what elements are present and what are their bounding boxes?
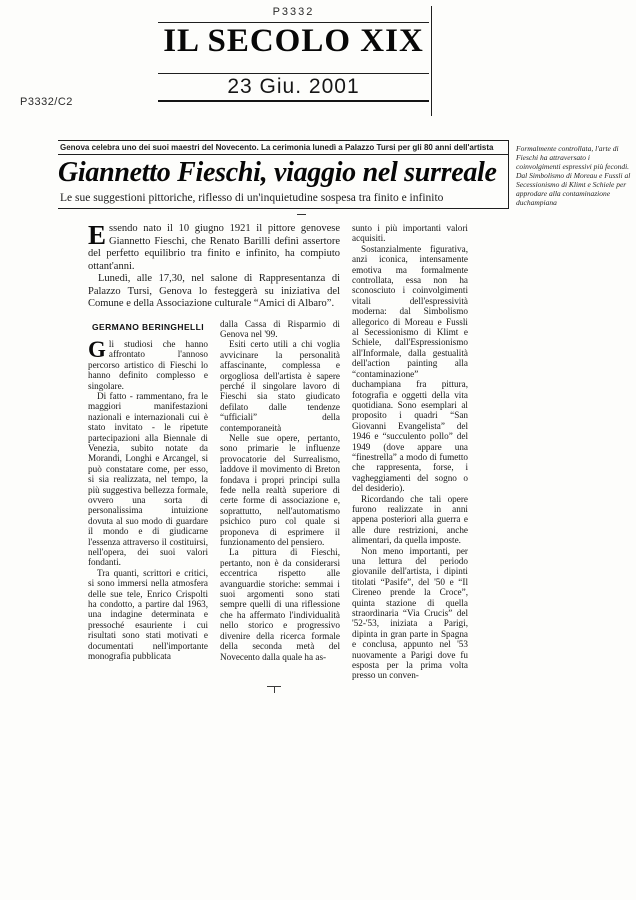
col1-paragraph-1 <box>88 336 208 391</box>
press-code-left: P3332/C2 <box>20 96 73 108</box>
article-header <box>58 140 634 209</box>
col2-paragraph-4: La pittura di Fieschi, pertanto, non è da considerarsi eccentrica rispetto alle avanguardie storiche: semmai i suoi argomenti sono stati sempre quelli di una riflessione che ha affermato l'individualità nello storico e progressivo divenire della ricerca formale della seconda metà del Novecento dalla quale ha as- <box>220 547 340 662</box>
subhead: Le sue suggestioni pittoriche, riflesso di un'inquietudine sospesa tra finito e infinito <box>60 192 444 204</box>
col3-paragraph-1: sunto i più importanti valori acquisiti. <box>352 223 468 244</box>
fold-mark <box>267 686 281 694</box>
sidebar-note-box <box>508 140 634 209</box>
lead-paragraph-2: Lunedì, alle 17,30, nel salone di Rappresentanza di Palazzo Tursi, Genova lo festeggerà su iniziativa del Comune e della Associazione culturale “Amici di Albaro”. <box>88 273 340 309</box>
article-header-main <box>58 140 508 209</box>
col3-paragraph-4: Non meno importanti, per una lettura del periodo giovanile dell'artista, i dipinti titolati “Pasife”, del '50 e “Il Cireneo prende la Croce”, quinta stazione di quella straordinaria “Via Crucis” del '52-'53, iniziata a Parigi, dipinta in gran parte in Spagna e conclusa, appunto nel '53 nuovamente a Parigi dove fu esposta per la prima volta presso un conven- <box>352 545 468 681</box>
col1-paragraph-1-text: li studiosi che hanno affrontato l'annoso percorso artistico di Fieschi lo hanno definito complesso e singolare. <box>88 338 208 391</box>
dropcap-E: E <box>88 220 107 250</box>
headline: Giannetto Fieschi, viaggio nel surreale <box>58 157 497 188</box>
col3-paragraph-3: Ricordando che tali opere furono realizzate in anni appena posteriori alla guerra e alle dure restrizioni, anche alimentari, da quella imposte. <box>352 493 468 546</box>
lead-paragraph-1 <box>88 220 340 273</box>
column-3 <box>352 223 468 681</box>
body-left-columns <box>88 220 340 681</box>
subhead-rule-bottom <box>58 208 508 209</box>
col1-paragraph-2: Di fatto - rammentano, fra le maggiori manifestazioni nazionali e internazionali cui è stato invitato - le ripetute partecipazioni alla Biennale di Venezia, subito notate da Morandi, Longhi e Arcangel, si può constatare come, per esso, si sia realizzata, nel tempo, la più suggestiva bellezza formale, ovvero una sorta di personalissima intuizione dovuta al suo modo di guardare il mondo e di giudicarne l'essenza attraverso il costituirsi, nell'opera, dei suoi valori fondanti. <box>88 390 208 568</box>
col3-paragraph-2: Sostanzialmente figurativa, anzi iconica, intensamente emotiva ma formalmente controllata, essa non ha sconosciuto i coinvolgimenti vitali dell'espressività moderna: dal Simbolismo allegorico di Moreau e Fussli al Secessionismo di Klimt e Schiele, dall'Espressionismo all'Informale, dalla gestualità dell'action painting alla “contaminazione” duchampiana fra pittura, fotografia e oggetti della vita quotidiana. Sono esemplari al proposito i quadri “San Giovanni Evangelista” del 1946 e “succulento pollo” del 1949 (dove appare una “finestrella” a modo di fumetto che rappresenta, forse, i vagheggiamenti del sogno o del desiderio). <box>352 243 468 494</box>
section-dash-mark <box>297 214 306 215</box>
col2-paragraph-3: Nelle sue opere, pertanto, sono primarie le influenze provocatorie del Surrealismo, laddove il movimento di Breton fondava i propri principi sulla fede nella realtà superiore di certe forme di associazione e, soprattutto, nell'automatismo psichico puro col quale si proponeva di esprimere il funzionamento del pensiero. <box>220 432 340 548</box>
issue-date: 23 Giu. 2001 <box>227 75 360 98</box>
masthead-block <box>158 6 432 116</box>
lead-paragraph-1-text: ssendo nato il 10 giugno 1921 il pittore genovese Giannetto Fieschi, che Renato Barilli definì assertore del perfetto equilibrio tra finito e infinito, ha compiuto ottant'anni. <box>88 223 340 272</box>
col2-paragraph-2: Esiti certo utili a chi voglia avvicinare la personalità affascinante, complessa e orgogliosa dell'artista è sapere perché il singolare lavoro di Fieschi sia stato giudicato defilato dalle tendenze “ufficiali” della contemporaneità <box>220 339 340 433</box>
article-body <box>88 220 468 681</box>
kicker: Genova celebra uno dei suoi maestri del Novecento. La cerimonia lunedì a Palazzo Tursi per gli 80 anni dell'artista <box>60 143 494 152</box>
col2-paragraph-1: dalla Cassa di Risparmio di Genova nel '99. <box>220 318 340 339</box>
date-rule-bottom <box>158 100 429 102</box>
press-code-top: P3332 <box>272 6 315 18</box>
col1-paragraph-3: Tra quanti, scrittori e critici, si sono immersi nella atmosfera delle sue tele, Enrico Crispolti ha condotto, a partire dal 1963, una indagine determinata e pressoché esauriente i cui risultati sono stati motivati e documentati nell'importante monografia pubblicata <box>88 567 208 662</box>
byline: GERMANO BERINGHELLI <box>92 321 204 332</box>
lead-paragraphs <box>88 220 340 311</box>
masthead-title: IL SECOLO XIX <box>163 23 424 59</box>
body-two-columns <box>88 319 340 662</box>
column-2 <box>220 319 340 662</box>
dropcap-G: G <box>88 336 106 362</box>
sidebar-note-text: Formalmente controllata, l'arte di Fieschi ha attraversato i coinvolgimenti espressivi più fecondi. Dal Simbolismo di Moreau e Fussli al Secessionismo di Klimt e Schiele per approdare alla contaminazione duchampiana <box>516 144 631 207</box>
column-1 <box>88 319 208 662</box>
